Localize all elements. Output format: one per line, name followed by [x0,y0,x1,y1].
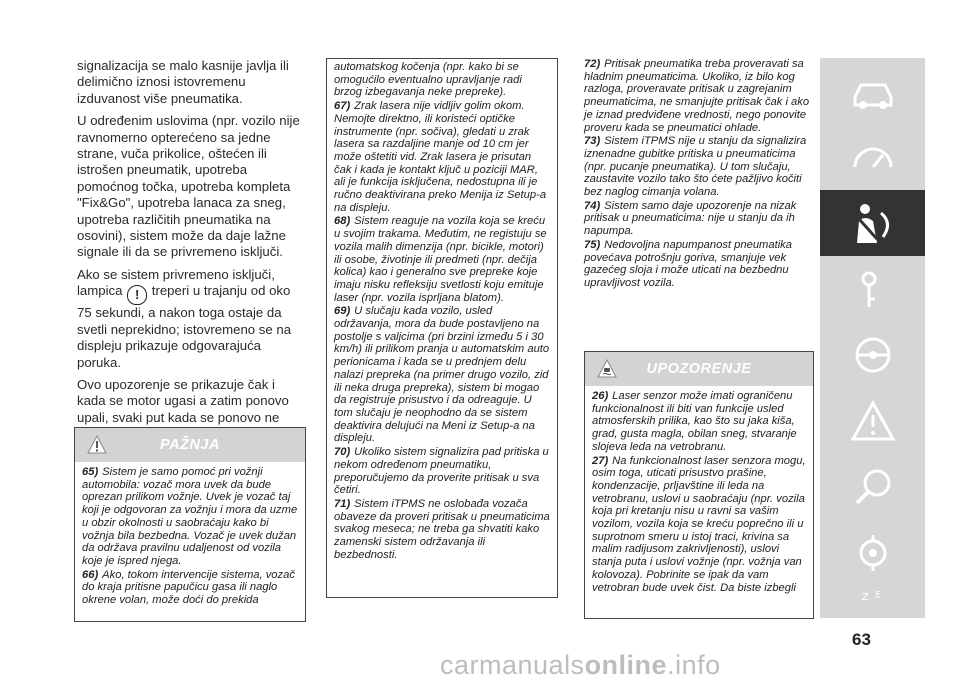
column-3-notes [584,58,812,291]
warning-box-body [585,386,813,599]
note-number: 65) [82,466,99,478]
page-number: 63 [852,630,871,649]
note-continuation: automatskog kočenja (npr. kako bi se omogućilo eventualno upravljanje radi brzog izbegavanja neke prepreke). [334,61,522,99]
watermark [440,650,721,681]
note-text: Sistem reaguje na vozila koja se kreću u svojim trakama. Međutim, ne registuju se vozila malih dimenzija (npr. bicikle, motori) ili osobe, životinje ili predmeti (npr. dečija kolica) kao i generalno sve prepreke koje imaju nisku refleksiju svetlosti koju emituje laser (npr. vozila isprljana blatom). [334,215,547,304]
note [584,135,812,199]
attention-box [74,427,306,622]
steering-wheel-icon [847,331,899,379]
svg-text:Z: Z [861,591,869,603]
svg-text:E: E [875,590,881,601]
warning-box-title: UPOZORENJE [646,361,752,377]
note [334,305,550,445]
paragraph-text: treperi u trajanju od oko 75 sekundi, a nakon toga ostaje da svetli neprekidno; istovremeno se na displeju prikazuje odgovarajuća poruka. [77,283,292,370]
note-text: U slučaju kada vozilo, usled održavanja, mora da bude postavljeno na postolje s valjcima (pri brzini između 5 i 30 km/h) ili prilikom pranja u automatskim auto perionicama i kada se u prednjem delu nalazi prepreka (na primer drugo vozilo, zid ili neka druga prepreka), sistem bi mogao da registruje prisustvo i da odreaguje. U tom slučaju je neophodno da se sistem deaktivira delujući na Meni iz Setup-a na displeju. [334,305,550,445]
tab-starting[interactable] [820,256,925,322]
note-number: 66) [82,568,99,581]
attention-box-title: PAŽNJA [160,437,220,453]
tab-dashboard[interactable] [820,124,925,190]
warning-triangle-icon [847,397,899,445]
note-number: 72) [584,58,601,70]
note-text: Na funkcionalnost laser senzora mogu, osim toga, uticati prisustvo prašine, kondenzacije, prljavštine ili leda na vetrobranu, uslovi u saobraćaju (npr. vozila koja pri kretanju nisu u ravni sa vašim vozilom, vozila koja se kreću poprečno ili u suprotnom smeru u istoj traci, krivina sa malim radijusom zakrivljenosti), uslovi stanja puta i uslovi vožnje (npr. vožnja van kolovoza). Pobrinite se ipak da vam vetrobran bude uvek čist. Da biste izbegli [592,454,806,594]
paragraph [77,267,307,371]
tab-maintenance[interactable] [820,454,925,520]
note-number: 70) [334,446,351,459]
tab-car-info[interactable] [820,58,925,124]
attention-box-body [75,462,305,612]
note [334,446,550,497]
chapter-sidebar [820,58,925,618]
paragraph-text: Ako se sistem privremeno isključi, lampica [77,266,275,299]
note-text: Sistem samo daje upozorenje na nizak pritisak u pneumaticima: nije u stanju da ih napumpa. [584,199,797,238]
note-number: 26) [592,390,609,402]
note-number: 69) [334,305,351,318]
paragraph: signalizacija se malo kasnije javlja ili delimično iznosi istovremenu izduvanost više pneumatika. [77,58,289,106]
paragraph: Ovo upozorenje se prikazuje čak i kada se motor ugasi a zatim ponovo upali, svaki put kada se ponovo ne [77,376,289,425]
note [334,100,550,214]
note-text: Sistem iTPMS ne oslobađa vozača obaveze da proveri pritisak u pneumaticima svakog meseca; ne treba ga shvatiti kako zamenski sistem održavanja ili bezbednosti. [334,497,550,561]
note-text: Sistem je samo pomoć pri vožnji automobila: vozač mora uvek da bude oprezan prilikom vožnje. Uvek je vozač taj koji je odgovoran za vožnju i mora da uzme u obzir okolnosti u saobraćaju kako bi vožnja bila bezbedna. Vozač je uvek dužan da održava pravilnu udaljenost od vozila koje je ispred njega. [82,466,298,567]
watermark-text-bold: online [584,650,668,680]
note-number: 73) [584,135,601,148]
note-text: Pritisak pneumatika treba proveravati sa hladnim pneumaticima. Ukoliko, iz bilo kog razloga, proveravate pritisak u zagrejanim pneumaticima, ne smanjujte pritisak čak i ako je iznad predviđene vrednosti, nego ponovite proveru kada se pneumatici ohlade. [584,58,810,134]
note-text: Nedovoljna napumpanost pneumatika povećava potrošnju goriva, smanjuje vek gazećeg sloja i može uticati na bezbednu upravljivost vozila. [584,238,792,289]
note [592,455,806,595]
watermark-text: carmanuals [440,650,585,680]
note [82,466,298,568]
note-number: 27) [592,454,609,467]
tire-pressure-warning-icon: ! [127,285,147,305]
seatbelt-safety-icon [847,199,899,247]
key-start-icon [847,265,899,313]
note-number: 68) [334,215,351,228]
car-info-icon [847,67,899,115]
note-text: Zrak lasera nije vidljiv golim okom. Nemojte direktno, ili koristeći optičke instrumente (npr. sočiva), gledati u zrak lasera sa razdaljine manje od 10 cm jer može oštetiti vid. Zrak lasera je prisutan čak i kada je kontakt ključ u poziciji MAR, ali je funkcija isključena, nedostupna ili je ručno deaktivirana preko Menija iz Setup-a na displeju. [334,100,547,214]
tab-driving[interactable] [820,322,925,388]
note [334,498,550,562]
dashboard-gauge-icon [847,133,899,181]
note [82,569,298,607]
note [584,58,812,134]
note [584,239,812,290]
column-1 [77,58,307,465]
technical-data-icon [847,529,899,577]
continued-box-body [327,59,557,566]
note-number: 67) [334,100,351,113]
tab-emergency[interactable] [820,388,925,454]
note [334,215,550,304]
note-text: Sistem iTPMS nije u stanju da signalizira iznenadne gubitke pritiska u pneumaticima (npr. pucanje pneumatika). U tom slučaju, zaustavite vozilo tako što ćete pažljivo kočiti bez naglog cimanja volana. [584,135,807,199]
warning-triangle-icon [87,435,107,455]
warning-box-header [585,352,813,386]
note-text: Ukoliko sistem signalizira pad pritiska u nekom određenom pneumatiku, preporučujemo da proverite pritisak u sva četiri. [334,446,549,497]
tab-index[interactable] [820,586,925,618]
note-text: Ako, tokom intervencije sistema, vozač do kraja pritisne papučicu gasa ili naglo okrene volan, može doći do prekida [82,568,295,607]
note [584,200,812,238]
note-number: 71) [334,497,351,510]
paragraph: U određenim uslovima (npr. vozilo nije ravnomerno opterećeno sa jedne strane, vuča prikolice, oštećen ili istrošen pneumatik, upotreba pomoćnog točka, upotreba kompleta "Fix&Go", upotreba lanaca za sneg, upotreba različitih pneumatika na osovini), sistem može da daje lažne signale ili da se privremeno isključi. [77,113,300,260]
wrench-service-icon [847,463,899,511]
note-number: 75) [584,238,601,251]
note-text: Laser senzor može imati ograničenu funkcionalnost ili biti van funkcije usled atmosferskih prilika, kao što su jaka kiša, grad, gusta magla, obilan sneg, stvaranje slojeva leda na vetrobranu. [592,390,797,453]
car-skid-warning-icon [597,359,617,379]
tab-technical-data[interactable] [820,520,925,586]
watermark-text: .info [667,650,721,680]
alphabetic-index-icon [847,586,899,616]
attention-box-header [75,428,305,462]
attention-box-continued [326,58,558,598]
warning-box [584,351,814,619]
note [592,390,806,454]
tab-safety[interactable] [820,190,925,256]
note-number: 74) [584,199,601,212]
